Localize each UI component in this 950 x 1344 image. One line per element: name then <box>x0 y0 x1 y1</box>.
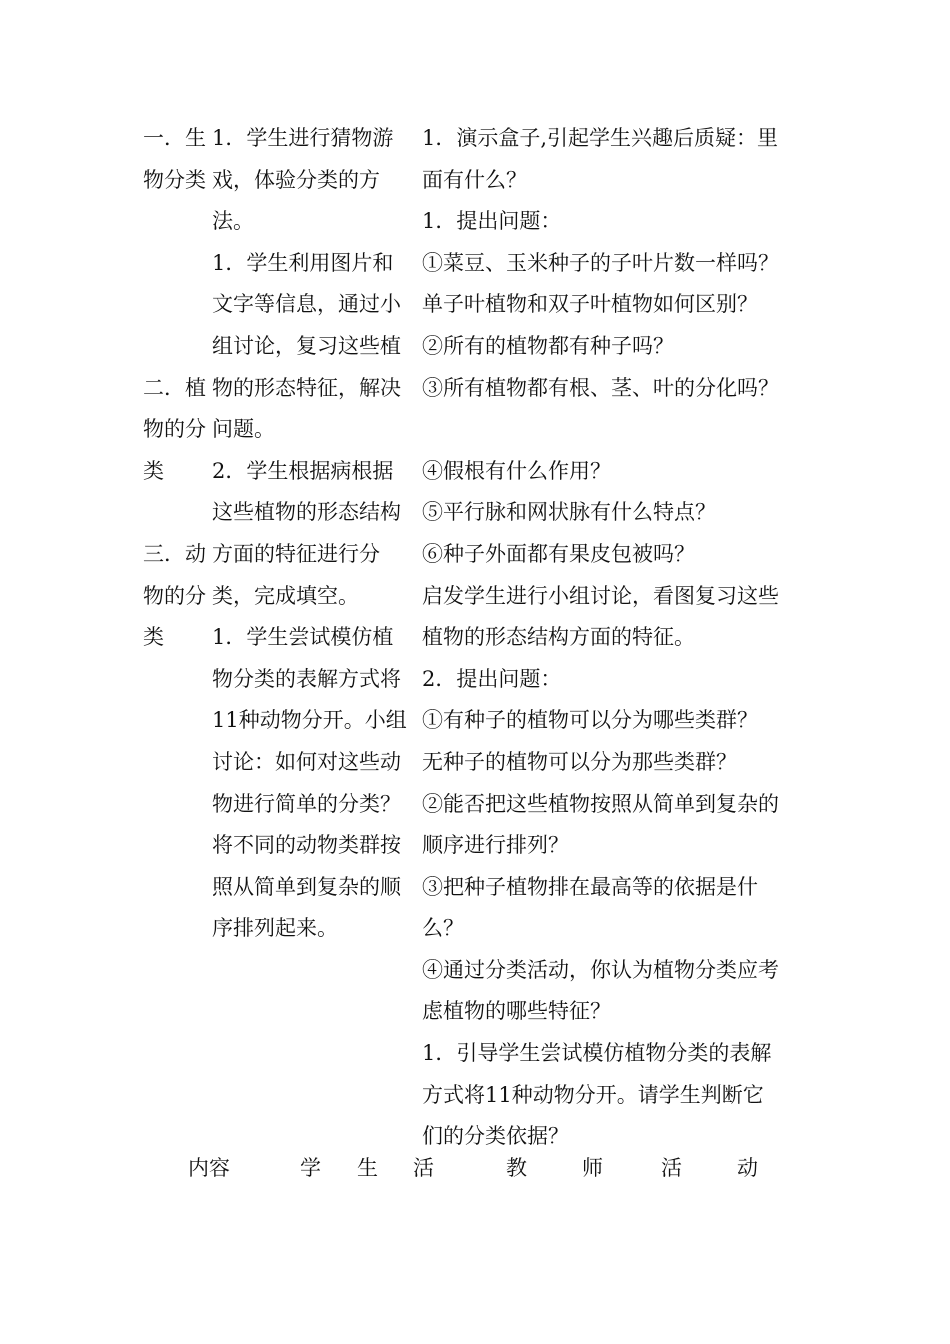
teacher-line: 1．引导学生尝试模仿植物分类的表解 <box>422 1041 772 1066</box>
student-line: 1．学生利用图片和 <box>212 250 394 275</box>
student-line: 问题。 <box>212 417 275 442</box>
student-line: 这些植物的形态结构 <box>212 500 401 525</box>
student-line: 2．学生根据病根据 <box>212 458 394 483</box>
teacher-line: ⑥种子外面都有果皮包被吗？ <box>422 541 695 566</box>
content-line: 三．动 <box>143 541 206 566</box>
student-line: 11种动物分开。小组 <box>212 708 407 733</box>
teacher-line: ④假根有什么作用？ <box>422 458 611 483</box>
teacher-line: ⑤平行脉和网状脉有什么特点？ <box>422 500 716 525</box>
student-activity-column <box>212 118 417 950</box>
student-line: 类，完成填空。 <box>212 583 359 608</box>
teacher-line: ④通过分类活动，你认为植物分类应考 <box>422 957 779 982</box>
content-line: 类 <box>143 458 164 483</box>
content-line <box>143 492 209 534</box>
header-teacher-char: 师 <box>582 1156 603 1180</box>
student-line: 方面的特征进行分 <box>212 541 380 566</box>
content-line: 类 <box>143 625 164 650</box>
teacher-line <box>422 409 814 451</box>
teacher-line: 么？ <box>422 916 464 941</box>
content-line <box>143 284 209 326</box>
teacher-line: 们的分类依据？ <box>422 1124 569 1149</box>
content-column <box>143 118 209 659</box>
content-line: 物的分 <box>143 417 206 442</box>
student-line: 戏，体验分类的方 <box>212 167 380 192</box>
teacher-line: 单子叶植物和双子叶植物如何区别？ <box>422 292 758 317</box>
student-line: 法。 <box>212 209 254 234</box>
student-line: 物进行简单的分类？ <box>212 791 401 816</box>
content-line: 一．生 <box>143 126 206 150</box>
teacher-line: ②能否把这些植物按照从简单到复杂的 <box>422 791 779 816</box>
header-student-char: 活 <box>413 1156 434 1180</box>
teacher-line: 2．提出问题： <box>422 666 562 691</box>
header-teacher-char: 活 <box>661 1156 682 1180</box>
student-line: 讨论：如何对这些动 <box>212 749 401 774</box>
header-content: 内容 <box>188 1156 230 1180</box>
teacher-line: ①菜豆、玉米种子的子叶片数一样吗？ <box>422 250 779 275</box>
content-line: 二．植 <box>143 375 206 400</box>
header-teacher-char: 教 <box>506 1156 527 1180</box>
teacher-line: 面有什么？ <box>422 167 527 192</box>
teacher-line: 植物的形态结构方面的特征。 <box>422 625 695 650</box>
teacher-line: ③把种子植物排在最高等的依据是什 <box>422 874 758 899</box>
header-teacher-char: 动 <box>737 1156 758 1180</box>
header-student-char: 学 <box>300 1156 321 1180</box>
student-line: 1．学生进行猜物游 <box>212 126 394 150</box>
content-line: 物的分 <box>143 583 206 608</box>
teacher-line: ②所有的植物都有种子吗？ <box>422 333 674 358</box>
teacher-line: ①有种子的植物可以分为哪些类群？ <box>422 708 758 733</box>
teacher-line: ③所有植物都有根、茎、叶的分化吗？ <box>422 375 779 400</box>
student-line: 物的形态特征，解决 <box>212 375 401 400</box>
teacher-line: 无种子的植物可以分为那些类群？ <box>422 749 737 774</box>
teacher-line: 虑植物的哪些特征？ <box>422 999 611 1024</box>
teacher-line: 顺序进行排列？ <box>422 833 569 858</box>
content-line <box>143 326 209 368</box>
student-line: 物分类的表解方式将 <box>212 666 401 691</box>
teacher-activity-column <box>422 118 814 1158</box>
student-line: 将不同的动物类群按 <box>212 833 401 858</box>
student-line: 组讨论，复习这些植 <box>212 333 401 358</box>
content-line: 物分类 <box>143 167 206 192</box>
teacher-line: 1．提出问题： <box>422 209 562 234</box>
student-line: 照从简单到复杂的顺 <box>212 874 401 899</box>
header-student-char: 生 <box>357 1156 378 1180</box>
student-line: 文字等信息，通过小 <box>212 292 401 317</box>
table-header-row <box>0 1150 950 1186</box>
teacher-line: 1．演示盒子,引起学生兴趣后质疑：里 <box>422 126 779 150</box>
student-line: 序排列起来。 <box>212 916 338 941</box>
content-line <box>143 201 209 243</box>
student-line: 1．学生尝试模仿植 <box>212 625 394 650</box>
content-line <box>143 243 209 285</box>
teacher-line: 方式将11种动物分开。请学生判断它 <box>422 1082 764 1107</box>
teacher-line: 启发学生进行小组讨论，看图复习这些 <box>422 583 779 608</box>
